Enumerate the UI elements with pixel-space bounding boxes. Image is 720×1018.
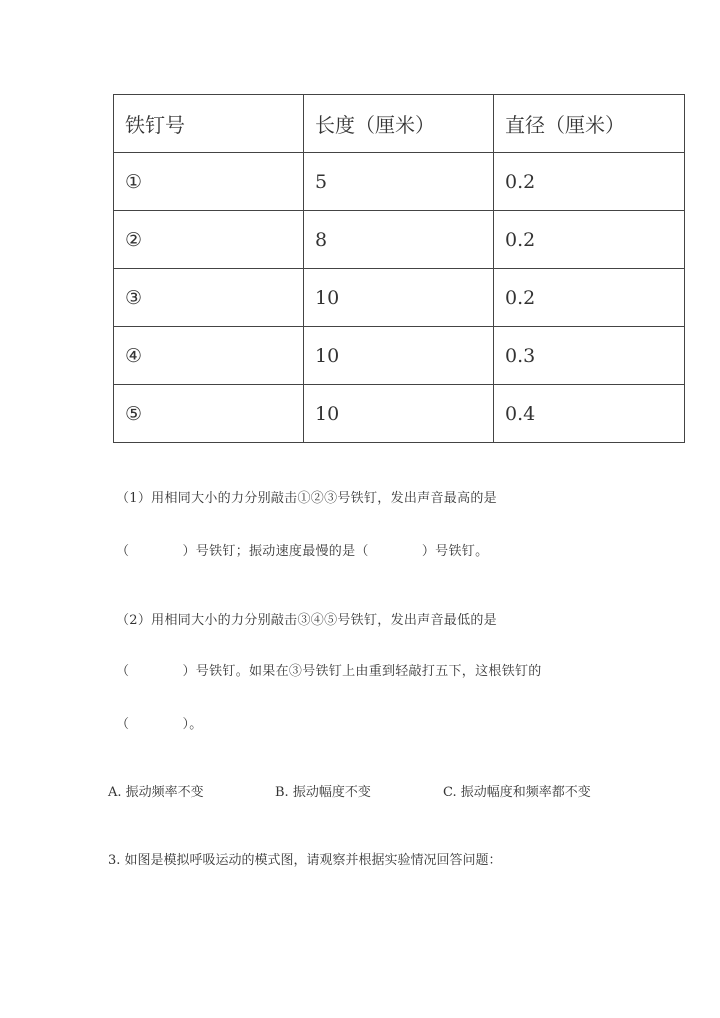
header-length: 长度（厘米）: [304, 95, 494, 153]
diameter-cell: 0.3: [494, 327, 685, 385]
nail-number-cell: ①: [114, 153, 304, 211]
table-header-row: [114, 95, 685, 153]
length-cell: 10: [304, 385, 494, 443]
diameter-cell: 0.4: [494, 385, 685, 443]
nail-number-cell: ④: [114, 327, 304, 385]
question-1-prompt: （1）用相同大小的力分别敲击①②③号铁钉，发出声音最高的是: [116, 491, 497, 506]
question-1-blanks: （ ）号铁钉；振动速度最慢的是（ ）号铁钉。: [116, 544, 489, 559]
question-2-blanks: （ ）号铁钉。如果在③号铁钉上由重到轻敲打五下，这根铁钉的: [116, 664, 542, 679]
question-3-prompt: 3. 如图是模拟呼吸运动的模式图，请观察并根据实验情况回答问题：: [108, 853, 502, 868]
table-row: [114, 269, 685, 327]
table-row: [114, 211, 685, 269]
question-2-prompt: （2）用相同大小的力分别敲击③④⑤号铁钉，发出声音最低的是: [116, 613, 497, 628]
question-2-final-blank: （ ）。: [116, 717, 203, 732]
table-row: [114, 153, 685, 211]
nail-number-cell: ②: [114, 211, 304, 269]
nail-data-table: [113, 94, 685, 443]
option-b: B. 振动幅度不变: [275, 785, 371, 800]
header-nail-number: 铁钉号: [114, 95, 304, 153]
table-row: [114, 385, 685, 443]
length-cell: 10: [304, 269, 494, 327]
option-c: C. 振动幅度和频率都不变: [443, 785, 591, 800]
length-cell: 8: [304, 211, 494, 269]
nail-number-cell: ③: [114, 269, 304, 327]
table-row: [114, 327, 685, 385]
length-cell: 10: [304, 327, 494, 385]
header-diameter: 直径（厘米）: [494, 95, 685, 153]
diameter-cell: 0.2: [494, 269, 685, 327]
length-cell: 5: [304, 153, 494, 211]
diameter-cell: 0.2: [494, 211, 685, 269]
option-a: A. 振动频率不变: [108, 785, 204, 800]
diameter-cell: 0.2: [494, 153, 685, 211]
nail-number-cell: ⑤: [114, 385, 304, 443]
